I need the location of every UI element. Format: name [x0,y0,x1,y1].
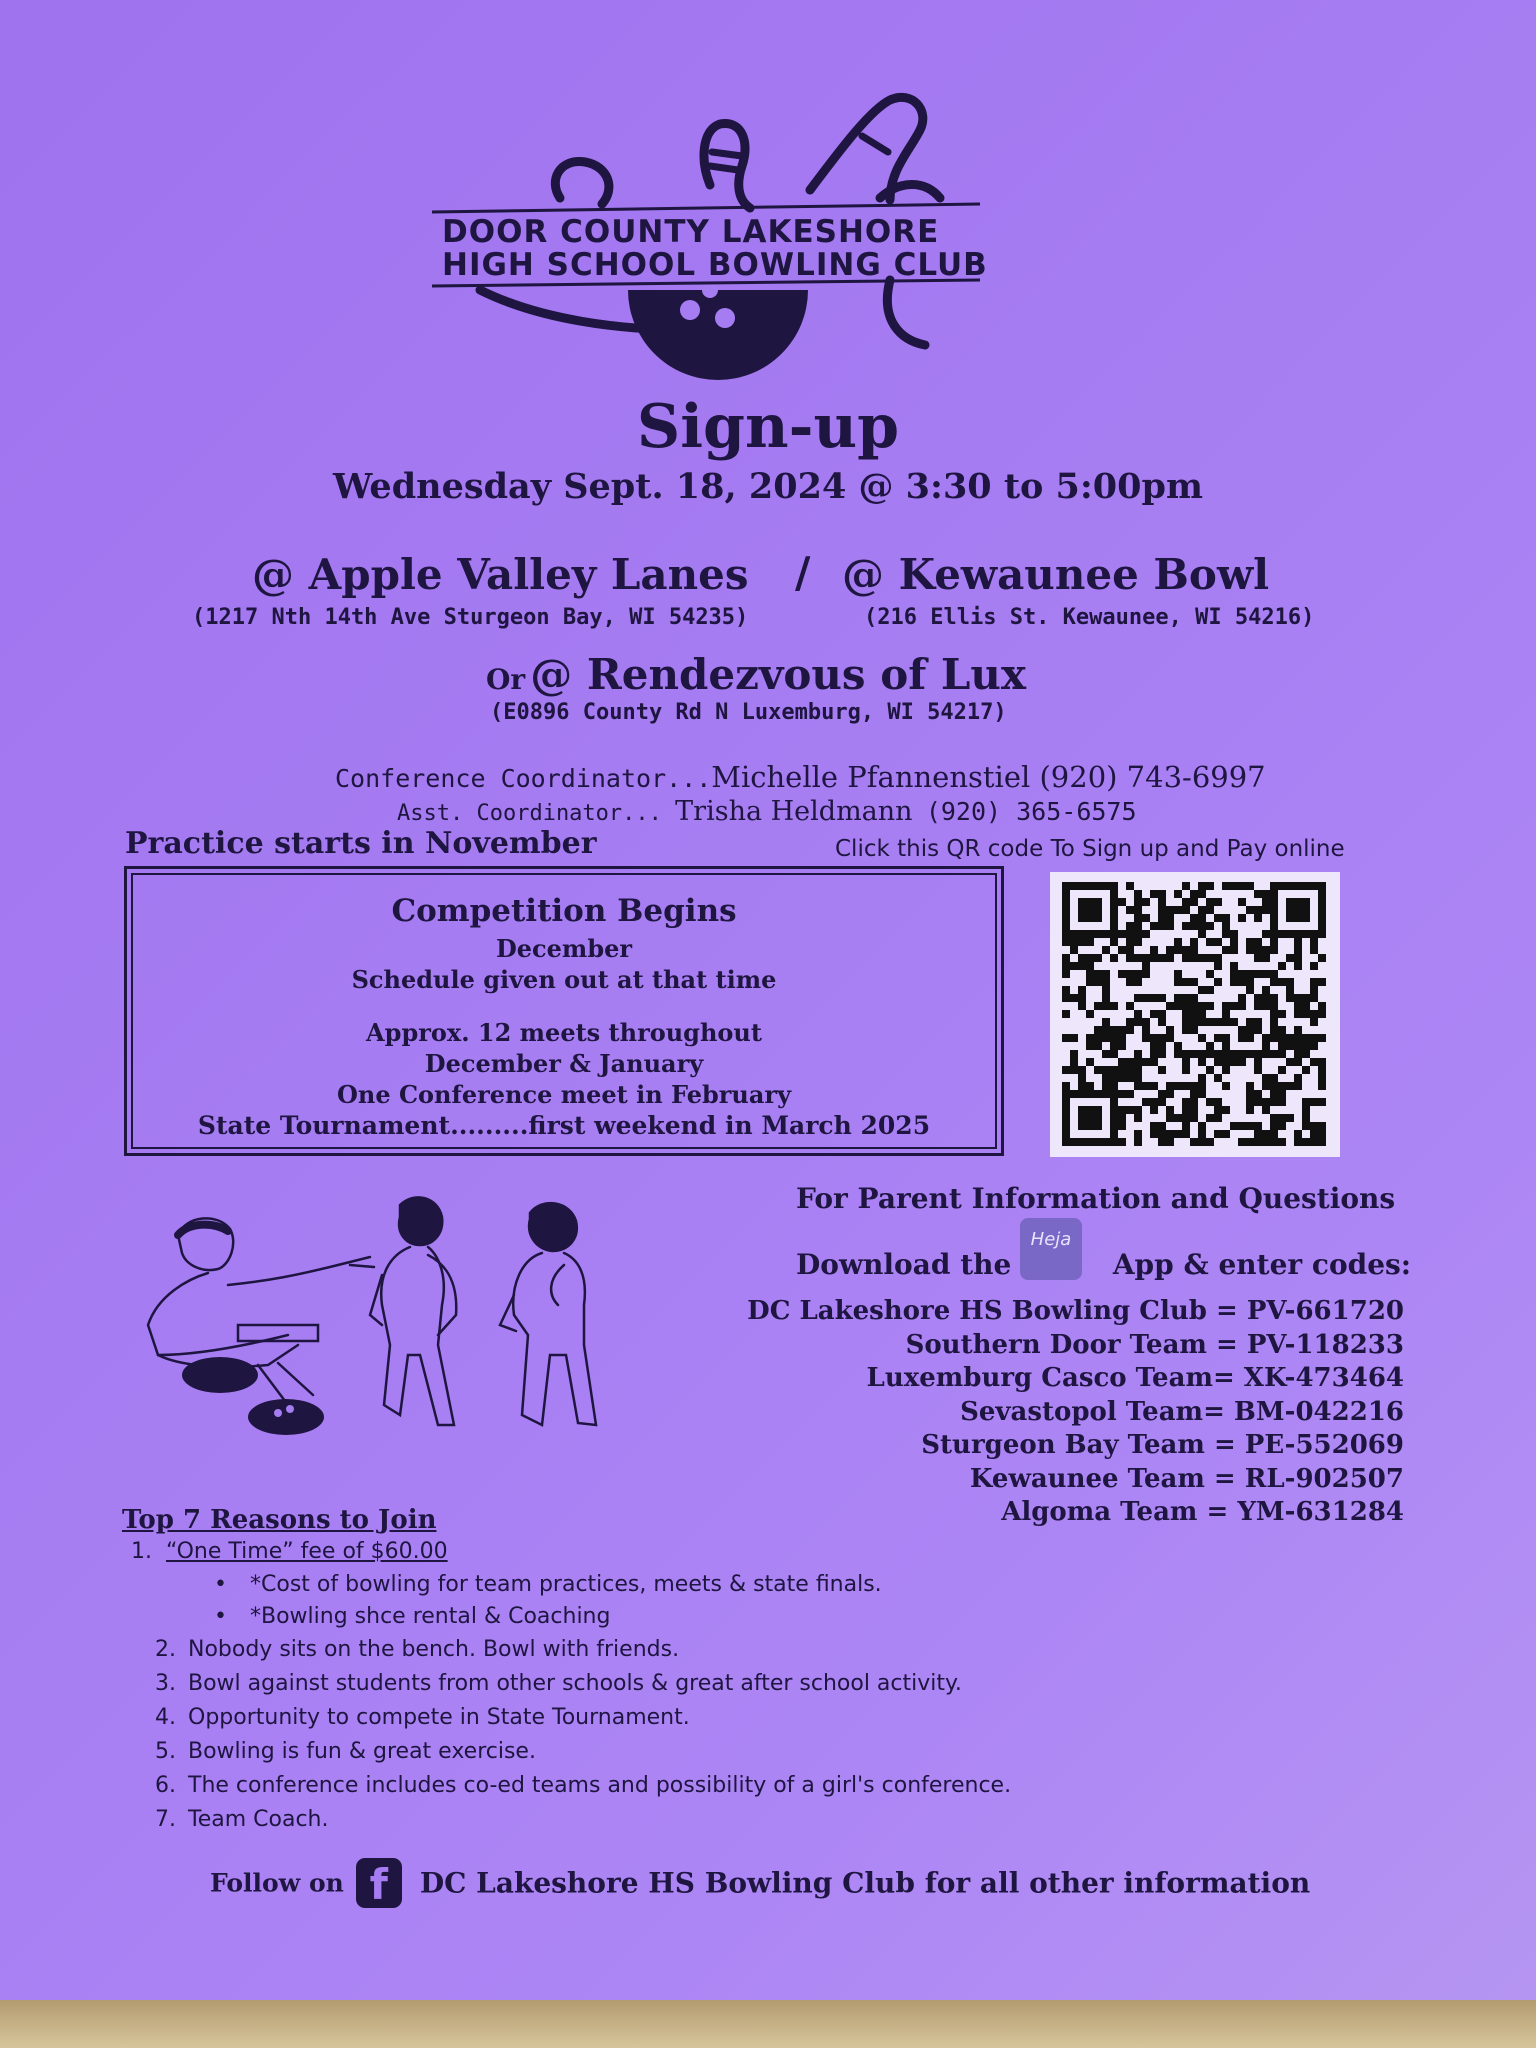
assistant-coordinator-name: Trisha Heldmann [675,796,913,827]
club-name-line1: DOOR COUNTY LAKESHORE [442,214,940,250]
venue-rendezvous-address: (E0896 County Rd N Luxemburg, WI 54217) [490,700,1007,725]
download-pre: Download the [796,1248,1012,1281]
reason-sub-item: • *Cost of bowling for team practices, meets & state finals. [214,1572,882,1597]
reason-text: Opportunity to compete in State Tournament. [188,1705,690,1730]
venue-separator: / [795,548,811,597]
reason-item: 5. Bowling is fun & great exercise. [155,1739,536,1764]
download-instruction [796,1248,1411,1281]
competition-title: Competition Begins [391,893,737,929]
reason-item: 6. The conference includes co-ed teams and possibility of a girl's conference. [155,1773,1012,1798]
conference-coordinator [335,760,1266,794]
reason-text: The conference includes co-ed teams and possibility of a girl's conference. [188,1773,1012,1798]
table-surface [0,2000,1536,2048]
team-code-row: Sturgeon Bay Team = PE-552069 [921,1430,1404,1460]
competition-schedule: Schedule given out at that time [351,965,777,994]
assistant-coordinator [397,796,1137,827]
or-label: Or [486,663,526,696]
venue-apple-valley: @ Apple Valley Lanes [252,550,749,599]
reason-sub-text: *Bowling shce rental & Coaching [250,1604,611,1629]
competition-months: December & January [424,1049,704,1078]
venue-rendezvous: @ Rendezvous of Lux [530,650,1027,699]
venue-kewaunee-address: (216 Ellis St. Kewaunee, WI 54216) [864,605,1315,630]
reason-item: 1. “One Time” fee of $60.00 [131,1539,448,1564]
team-code-row: Sevastopol Team= BM-042216 [960,1396,1404,1427]
reasons-section [122,1505,1011,1837]
follow-facebook [210,1858,1310,1908]
signup-title: Sign-up [636,392,900,462]
club-logo [420,80,1020,380]
practice-start: Practice starts in November [125,826,597,861]
heja-app-icon: Heja [1020,1218,1082,1280]
venue-apple-valley-address: (1217 Nth 14th Ave Sturgeon Bay, WI 54235) [192,605,749,630]
competition-month: December [495,934,633,963]
reason-sub-text: *Cost of bowling for team practices, meets & state finals. [250,1572,882,1597]
bowling-ball [628,282,808,380]
signup-qr-code[interactable] [1050,872,1340,1157]
team-code-row: Kewaunee Team = RL-902507 [969,1463,1404,1494]
students-illustration [138,1195,668,1435]
team-codes-list [747,1295,1404,1530]
qr-instruction: Click this QR code To Sign up and Pay online [835,836,1345,862]
reason-text: “One Time” fee of $60.00 [166,1539,448,1564]
follow-pre: Follow on [210,1868,344,1898]
parent-info-title: For Parent Information and Questions [796,1182,1396,1215]
conference-coordinator-role: Conference Coordinator... [335,764,712,793]
reason-text: Bowling is fun & great exercise. [188,1739,536,1764]
venue-rendezvous-row [486,650,1026,699]
team-code-row: Luxemburg Casco Team= XK-473464 [866,1363,1404,1393]
conference-coordinator-name: Michelle Pfannenstiel (920) 743-6997 [711,760,1266,794]
facebook-icon[interactable]: f [356,1858,402,1908]
assistant-coordinator-phone: (920) 365-6575 [925,797,1137,826]
reason-sub-item: • *Bowling shce rental & Coaching [214,1604,611,1629]
assistant-coordinator-role: Asst. Coordinator... [397,801,662,826]
competition-box-inner [131,873,997,1149]
reason-item: 3. Bowl against students from other schools & great after school activity. [155,1671,962,1696]
competition-state: State Tournament.........first weekend in March 2025 [197,1111,931,1140]
download-post: App & enter codes: [1112,1248,1412,1281]
signup-date: Wednesday Sept. 18, 2024 @ 3:30 to 5:00pm [332,466,1204,507]
competition-box [124,866,1004,1156]
club-name-line2: HIGH SCHOOL BOWLING CLUB [442,247,988,283]
team-code-row: DC Lakeshore HS Bowling Club = PV-661720 [747,1296,1404,1326]
reason-item: 7. Team Coach. [155,1807,329,1832]
qr-code-icon [1050,872,1340,1157]
follow-post: DC Lakeshore HS Bowling Club for all other information [419,1866,1311,1900]
reason-text: Bowl against students from other schools & great after school activity. [188,1671,962,1696]
competition-conference: One Conference meet in February [336,1080,792,1109]
venue-kewaunee: @ Kewaunee Bowl [842,550,1270,599]
reason-item: 2. Nobody sits on the bench. Bowl with friends. [155,1637,680,1662]
team-code-row: Algoma Team = YM-631284 [1001,1497,1404,1527]
reasons-title: Top 7 Reasons to Join [122,1505,437,1535]
three-students-cartoon-icon [138,1195,668,1435]
reason-text: Team Coach. [188,1807,329,1832]
competition-meets: Approx. 12 meets throughout [366,1018,762,1047]
reason-text: Nobody sits on the bench. Bowl with friends. [188,1637,680,1662]
reason-item: 4. Opportunity to compete in State Tournament. [155,1705,690,1730]
team-code-row: Southern Door Team = PV-118233 [905,1329,1404,1360]
